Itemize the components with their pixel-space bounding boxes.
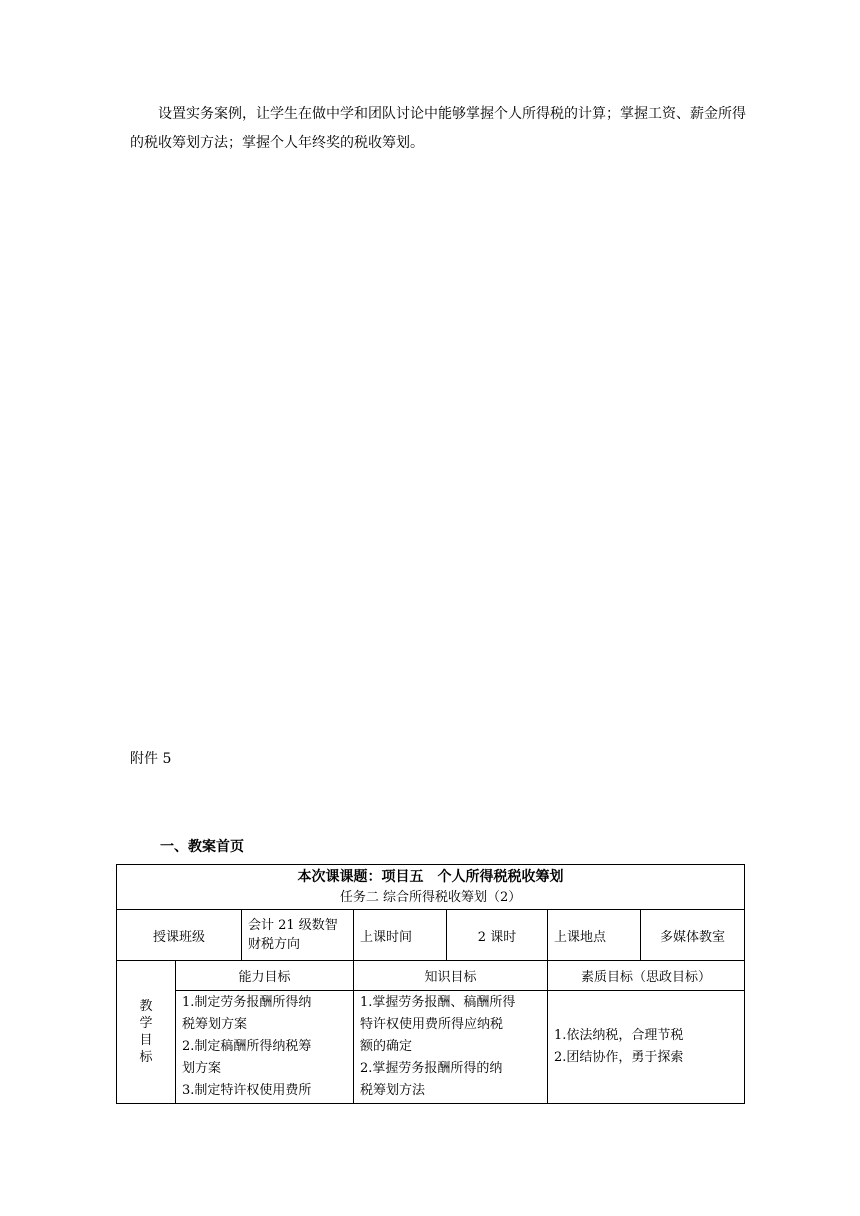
time-value: 2 课时	[447, 910, 548, 961]
ability-item: 税筹划方案	[182, 1017, 248, 1032]
attachment-label: 附件 5	[130, 751, 172, 767]
knowledge-item: 税筹划方法	[360, 1083, 426, 1098]
objectives-header-row	[117, 961, 745, 991]
ability-header: 能力目标	[176, 961, 354, 991]
time-label: 上课时间	[354, 910, 447, 961]
objectives-label	[117, 961, 176, 1104]
knowledge-item: 1.掌握劳务报酬、稿酬所得	[360, 995, 516, 1010]
objectives-label-char: 学	[139, 1016, 153, 1031]
lesson-title: 本次课课题：项目五 个人所得税税收筹划	[297, 869, 564, 885]
objectives-label-char: 目	[139, 1033, 153, 1048]
lesson-subtitle: 任务二 综合所得税收筹划（2）	[339, 890, 522, 905]
quality-header: 素质目标（思政目标）	[548, 961, 745, 991]
knowledge-objectives	[354, 991, 548, 1104]
ability-objectives	[176, 991, 354, 1104]
class-label: 授课班级	[117, 910, 242, 961]
objectives-label-char: 标	[139, 1050, 153, 1065]
ability-item: 1.制定劳务报酬所得纳	[182, 995, 312, 1010]
knowledge-item: 额的确定	[360, 1039, 413, 1054]
section-heading: 一、教案首页	[160, 839, 244, 855]
knowledge-item: 2.掌握劳务报酬所得的纳	[360, 1061, 503, 1076]
intro-paragraph: 设置实务案例，让学生在做中学和团队讨论中能够掌握个人所得税的计算；掌握工资、薪金所得的税收筹划方法；掌握个人年终奖的税收筹划。	[130, 106, 746, 151]
objectives-label-char: 教	[139, 999, 153, 1014]
table-title-cell	[117, 865, 745, 910]
quality-item: 2.团结协作，勇于探索	[554, 1050, 684, 1065]
quality-objectives	[548, 991, 745, 1104]
place-value: 多媒体教室	[641, 910, 745, 961]
knowledge-header: 知识目标	[354, 961, 548, 991]
knowledge-item: 特许权使用费所得应纳税	[360, 1017, 504, 1032]
class-value-line1: 会计 21 级数智	[248, 918, 338, 933]
class-value-line2: 财税方向	[248, 937, 301, 952]
lesson-plan-table	[116, 864, 745, 1104]
objectives-body-row	[117, 991, 745, 1104]
class-info-row	[117, 910, 745, 961]
ability-item: 划方案	[182, 1061, 222, 1076]
quality-item: 1.依法纳税，合理节税	[554, 1028, 684, 1043]
ability-item: 2.制定稿酬所得纳税筹	[182, 1039, 312, 1054]
place-label: 上课地点	[548, 910, 641, 961]
class-value	[242, 910, 354, 961]
ability-item: 3.制定特许权使用费所	[182, 1083, 312, 1098]
